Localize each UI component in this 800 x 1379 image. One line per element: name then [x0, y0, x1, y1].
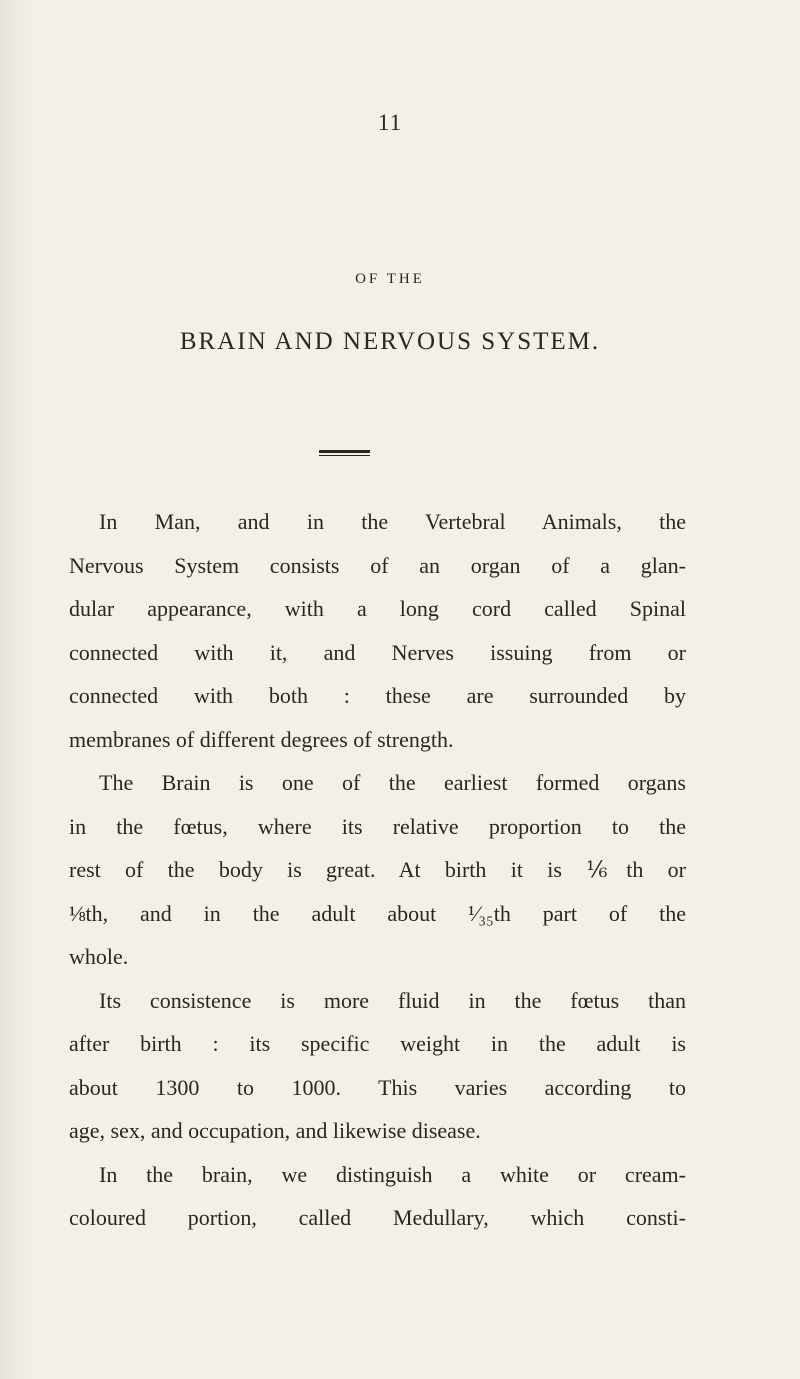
section-subtitle: OF THE	[355, 271, 425, 287]
text-line: rest of the body is great. At birth it is ⅙th or	[69, 857, 686, 882]
text-line: Its consistence is more fluid in the fœtus than	[99, 987, 686, 1013]
text-line: in the fœtus, where its relative proportion to the	[69, 813, 686, 839]
text-line: Nervous System consists of an organ of a glan-	[69, 552, 686, 578]
text-line: age, sex, and occupation, and likewise disease.	[69, 1118, 481, 1143]
body-text	[69, 500, 686, 1240]
text-line: membranes of different degrees of strength.	[69, 726, 454, 752]
text-line: about 1300 to 1000. This varies according to	[69, 1074, 686, 1100]
decorative-rule-thin	[319, 455, 370, 456]
text-line: dular appearance, with a long cord called Spinal	[69, 596, 686, 621]
text-line: connected with both : these are surrounded by	[69, 683, 686, 708]
section-title: BRAIN AND NERVOUS SYSTEM.	[179, 328, 601, 355]
text-line: ⅛th, and in the adult about ¹⁄₃₅th part of the	[69, 900, 686, 926]
text-line: whole.	[69, 944, 129, 969]
text-line: In Man, and in the Vertebral Animals, the	[99, 509, 686, 534]
text-line: connected with it, and Nerves issuing from or	[69, 639, 686, 665]
decorative-rule	[319, 450, 370, 453]
page-number: 11	[377, 110, 403, 135]
text-line: coloured portion, called Medullary, which consti-	[69, 1205, 686, 1230]
text-line: The Brain is one of the earliest formed organs	[99, 770, 686, 795]
text-line: after birth : its specific weight in the adult is	[69, 1031, 686, 1056]
text-line: In the brain, we distinguish a white or cream-	[99, 1161, 686, 1187]
